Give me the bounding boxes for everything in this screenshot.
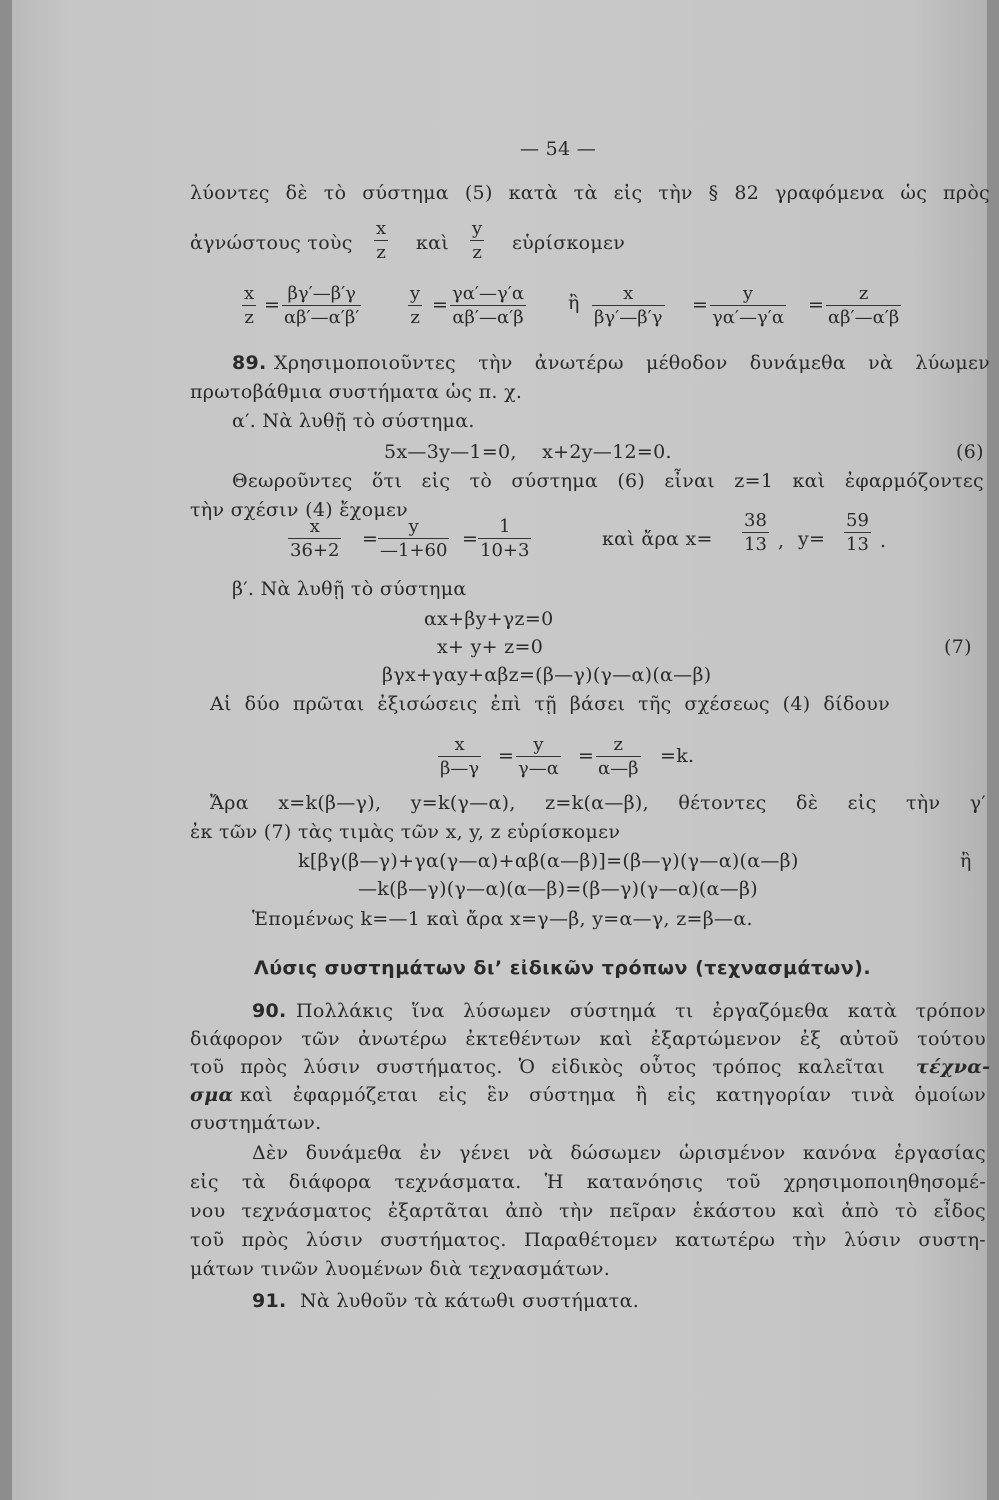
numerator: z bbox=[858, 283, 869, 304]
denominator: 10+3 bbox=[480, 540, 530, 561]
section-heading: Λύσις συστημάτων δι’ εἰδικῶν τρόπων (τεχνασμάτων). bbox=[254, 957, 872, 979]
system-7-line-1: αx+βy+γz=0 bbox=[424, 608, 554, 630]
section-number-90: 90. bbox=[252, 1000, 287, 1022]
numerator: x bbox=[623, 283, 634, 304]
equals-sign: = bbox=[692, 294, 708, 316]
numerator: y bbox=[533, 734, 544, 755]
s90-p1-line-2: διάφορον τῶν ἀνωτέρω ἐκτεθέντων καὶ ἐξαρτώμενον ἐξ αὐτοῦ τούτου bbox=[190, 1028, 986, 1050]
intro-line-2-pre: ἀγνώστους τοὺς bbox=[190, 232, 353, 254]
denominator: α—β bbox=[598, 758, 639, 779]
fraction-k2 bbox=[516, 736, 561, 778]
denominator: αβ′—α′β bbox=[828, 307, 900, 328]
fraction-k3 bbox=[596, 736, 641, 778]
long-equation-2: —k(β—γ)(γ—α)(α—β)=(β—γ)(γ—α)(α—β) bbox=[358, 878, 758, 900]
s90-p1-line-4b: καὶ ἐφαρμόζεται εἰς ἓν σύστημα ἢ εἰς κατηγορίαν τινὰ ὁμοίων bbox=[240, 1084, 986, 1106]
term-technasma: τέχνα- bbox=[916, 1056, 991, 1078]
s90-p2-line-1: Δὲν δυνάμεθα ἐν γένει νὰ δώσωμεν ὡρισμένον κανόνα ἐργασίας bbox=[252, 1142, 986, 1164]
s89-line-2: πρωτοβάθμια συστήματα ὡς π. χ. bbox=[190, 381, 523, 403]
s90-p1-line-1: Πολλάκις ἵνα λύσωμεν σύστημά τι ἐργαζόμεθα κατὰ τρόπον bbox=[296, 1000, 986, 1022]
s89-theor-1: Θεωροῦντες ὅτι εἰς τὸ σύστημα (6) εἶναι z=1 καὶ ἐφαρμόζοντες bbox=[232, 470, 984, 492]
fraction-g2 bbox=[710, 285, 786, 327]
equals-sign: = bbox=[498, 745, 514, 767]
numerator: γα′—γ′α bbox=[452, 283, 524, 304]
equals-sign: = bbox=[264, 294, 280, 316]
numerator: βγ′—β′γ bbox=[287, 283, 356, 304]
s89-b-line: β′. Νὰ λυθῇ τὸ σύστημα bbox=[232, 578, 467, 600]
equals-sign: = bbox=[578, 745, 594, 767]
fraction-g3 bbox=[826, 285, 901, 327]
numerator: x bbox=[454, 734, 465, 755]
denominator: z bbox=[244, 307, 254, 328]
denominator: αβ′—α′β′ bbox=[284, 307, 360, 328]
s90-p2-line-3: νου τεχνάσματος ἐξαρτᾶται ἀπὸ τὴν πεῖραν ἑκάστου καὶ ἀπὸ τὸ εἶδος bbox=[190, 1200, 986, 1222]
ara-line: Ἄρα x=k(β—γ), y=k(γ—α), z=k(α—β), θέτοντες δὲ εἰς τὴν γ′ bbox=[210, 792, 986, 814]
numerator: z bbox=[613, 734, 624, 755]
denominator: 13 bbox=[744, 534, 767, 555]
numerator: 59 bbox=[846, 510, 869, 531]
equals-sign: = bbox=[432, 294, 448, 316]
numerator: y bbox=[472, 218, 483, 239]
section-number-91: 91. bbox=[252, 1290, 287, 1312]
fraction-x-over-z bbox=[374, 220, 388, 262]
section-number-89: 89. bbox=[232, 352, 267, 374]
denominator: βγ′—β′γ bbox=[594, 307, 663, 328]
denominator: z bbox=[410, 307, 420, 328]
denominator: 13 bbox=[846, 534, 869, 555]
numerator: 38 bbox=[744, 510, 767, 531]
long-equation-or: ἢ bbox=[960, 850, 972, 872]
fraction-h2 bbox=[378, 518, 449, 560]
numerator: 1 bbox=[499, 516, 511, 537]
fraction-k1 bbox=[438, 736, 481, 778]
denominator: —1+60 bbox=[380, 540, 448, 561]
equals-sign: = bbox=[362, 528, 378, 550]
system-7-line-2: x+ y+ z=0 bbox=[437, 636, 544, 658]
fraction-h1 bbox=[288, 518, 341, 560]
denominator: 36+2 bbox=[290, 540, 340, 561]
s89-line-1: Χρησιμοποιοῦντες τὴν ἀνωτέρω μέθοδον δυνάμεθα νὰ λύωμεν bbox=[274, 352, 990, 374]
equals-sign: = bbox=[808, 294, 824, 316]
equals-sign: = bbox=[462, 528, 478, 550]
intro-line-1: λύοντες δὲ τὸ σύστημα (5) κατὰ τὰ εἰς τὴν § 82 γραφόμενα ὡς πρὸς bbox=[190, 182, 990, 204]
fraction-g1 bbox=[592, 285, 665, 327]
denominator: γα′—γ′α bbox=[712, 307, 784, 328]
denominator: z bbox=[376, 242, 386, 263]
s89-a-line: α′. Νὰ λυθῇ τὸ σύστημα. bbox=[232, 410, 475, 432]
fraction-f1 bbox=[282, 285, 361, 327]
ek-line: ἐκ τῶν (7) τὰς τιμὰς τῶν x, y, z εὑρίσκομεν bbox=[190, 821, 621, 843]
fraction-y-value bbox=[844, 512, 871, 554]
period: . bbox=[880, 530, 887, 552]
numerator: y bbox=[408, 516, 419, 537]
epomenos-line: Ἑπομένως k=—1 καὶ ἄρα x=γ—β, y=α—γ, z=β—α. bbox=[252, 908, 753, 930]
fraction-x-value bbox=[742, 512, 769, 554]
kai-ara: καὶ ἄρα x= bbox=[602, 528, 713, 550]
s90-p1-line-3a: τοῦ πρὸς λύσιν συστήματος. Ὁ εἰδικὸς οὗτος τρόπος καλεῖται bbox=[190, 1056, 885, 1078]
numerator: x bbox=[309, 516, 320, 537]
numerator: y bbox=[742, 283, 754, 304]
fraction-y-z bbox=[408, 285, 422, 327]
numerator: y bbox=[410, 283, 421, 304]
equation-6: 5x—3y—1=0, x+2y—12=0. bbox=[384, 441, 672, 463]
fraction-y-over-z bbox=[470, 220, 484, 262]
term-sma: σμα bbox=[190, 1084, 234, 1106]
label-6: (6) bbox=[956, 441, 984, 463]
fraction-f2 bbox=[450, 285, 526, 327]
intro-eurisk: εὑρίσκομεν bbox=[512, 232, 626, 254]
s90-p2-line-2: εἰς τὰ διάφορα τεχνάσματα. Ἡ κατανόησις τοῦ χρησιμοποιηθησομέ- bbox=[190, 1171, 986, 1193]
numerator: x bbox=[244, 283, 255, 304]
denominator: αβ′—α′β bbox=[452, 307, 524, 328]
y-equals: y= bbox=[798, 528, 826, 550]
s90-p2-line-4: τοῦ πρὸς λύσιν συστήματος. Παραθέτομεν κατωτέρω τὴν λύσιν συστη- bbox=[190, 1229, 986, 1251]
fraction-h3 bbox=[478, 518, 531, 560]
equals-k: =k. bbox=[660, 745, 695, 767]
label-7: (7) bbox=[944, 636, 972, 658]
or-word: ἢ bbox=[568, 292, 580, 314]
denominator: β—γ bbox=[440, 758, 480, 779]
denominator: z bbox=[472, 242, 482, 263]
page bbox=[12, 0, 991, 1500]
denominator: γ—α bbox=[518, 758, 559, 779]
page-number: — 54 — bbox=[520, 138, 597, 160]
long-equation-1: k[βγ(β—γ)+γα(γ—α)+αβ(α—β)]=(β—γ)(γ—α)(α—β) bbox=[298, 850, 799, 872]
system-7-line-3: βγx+γαy+αβz=(β—γ)(γ—α)(α—β) bbox=[382, 664, 712, 686]
first-two-line: Αἱ δύο πρῶται ἐξισώσεις ἐπὶ τῇ βάσει τῆς σχέσεως (4) δίδουν bbox=[210, 693, 890, 715]
intro-kai: καὶ bbox=[416, 232, 450, 254]
s90-p1-line-5: συστημάτων. bbox=[190, 1112, 322, 1134]
numerator: x bbox=[376, 218, 387, 239]
s90-p2-line-5: μάτων τινῶν λυομένων διὰ τεχνασμάτων. bbox=[190, 1258, 611, 1280]
s89-theor-2: τὴν σχέσιν (4) ἔχομεν bbox=[190, 499, 408, 521]
fraction-x-z bbox=[242, 285, 256, 327]
comma: , bbox=[778, 530, 785, 552]
s91-text: Νὰ λυθοῦν τὰ κάτωθι συστήματα. bbox=[300, 1290, 640, 1312]
